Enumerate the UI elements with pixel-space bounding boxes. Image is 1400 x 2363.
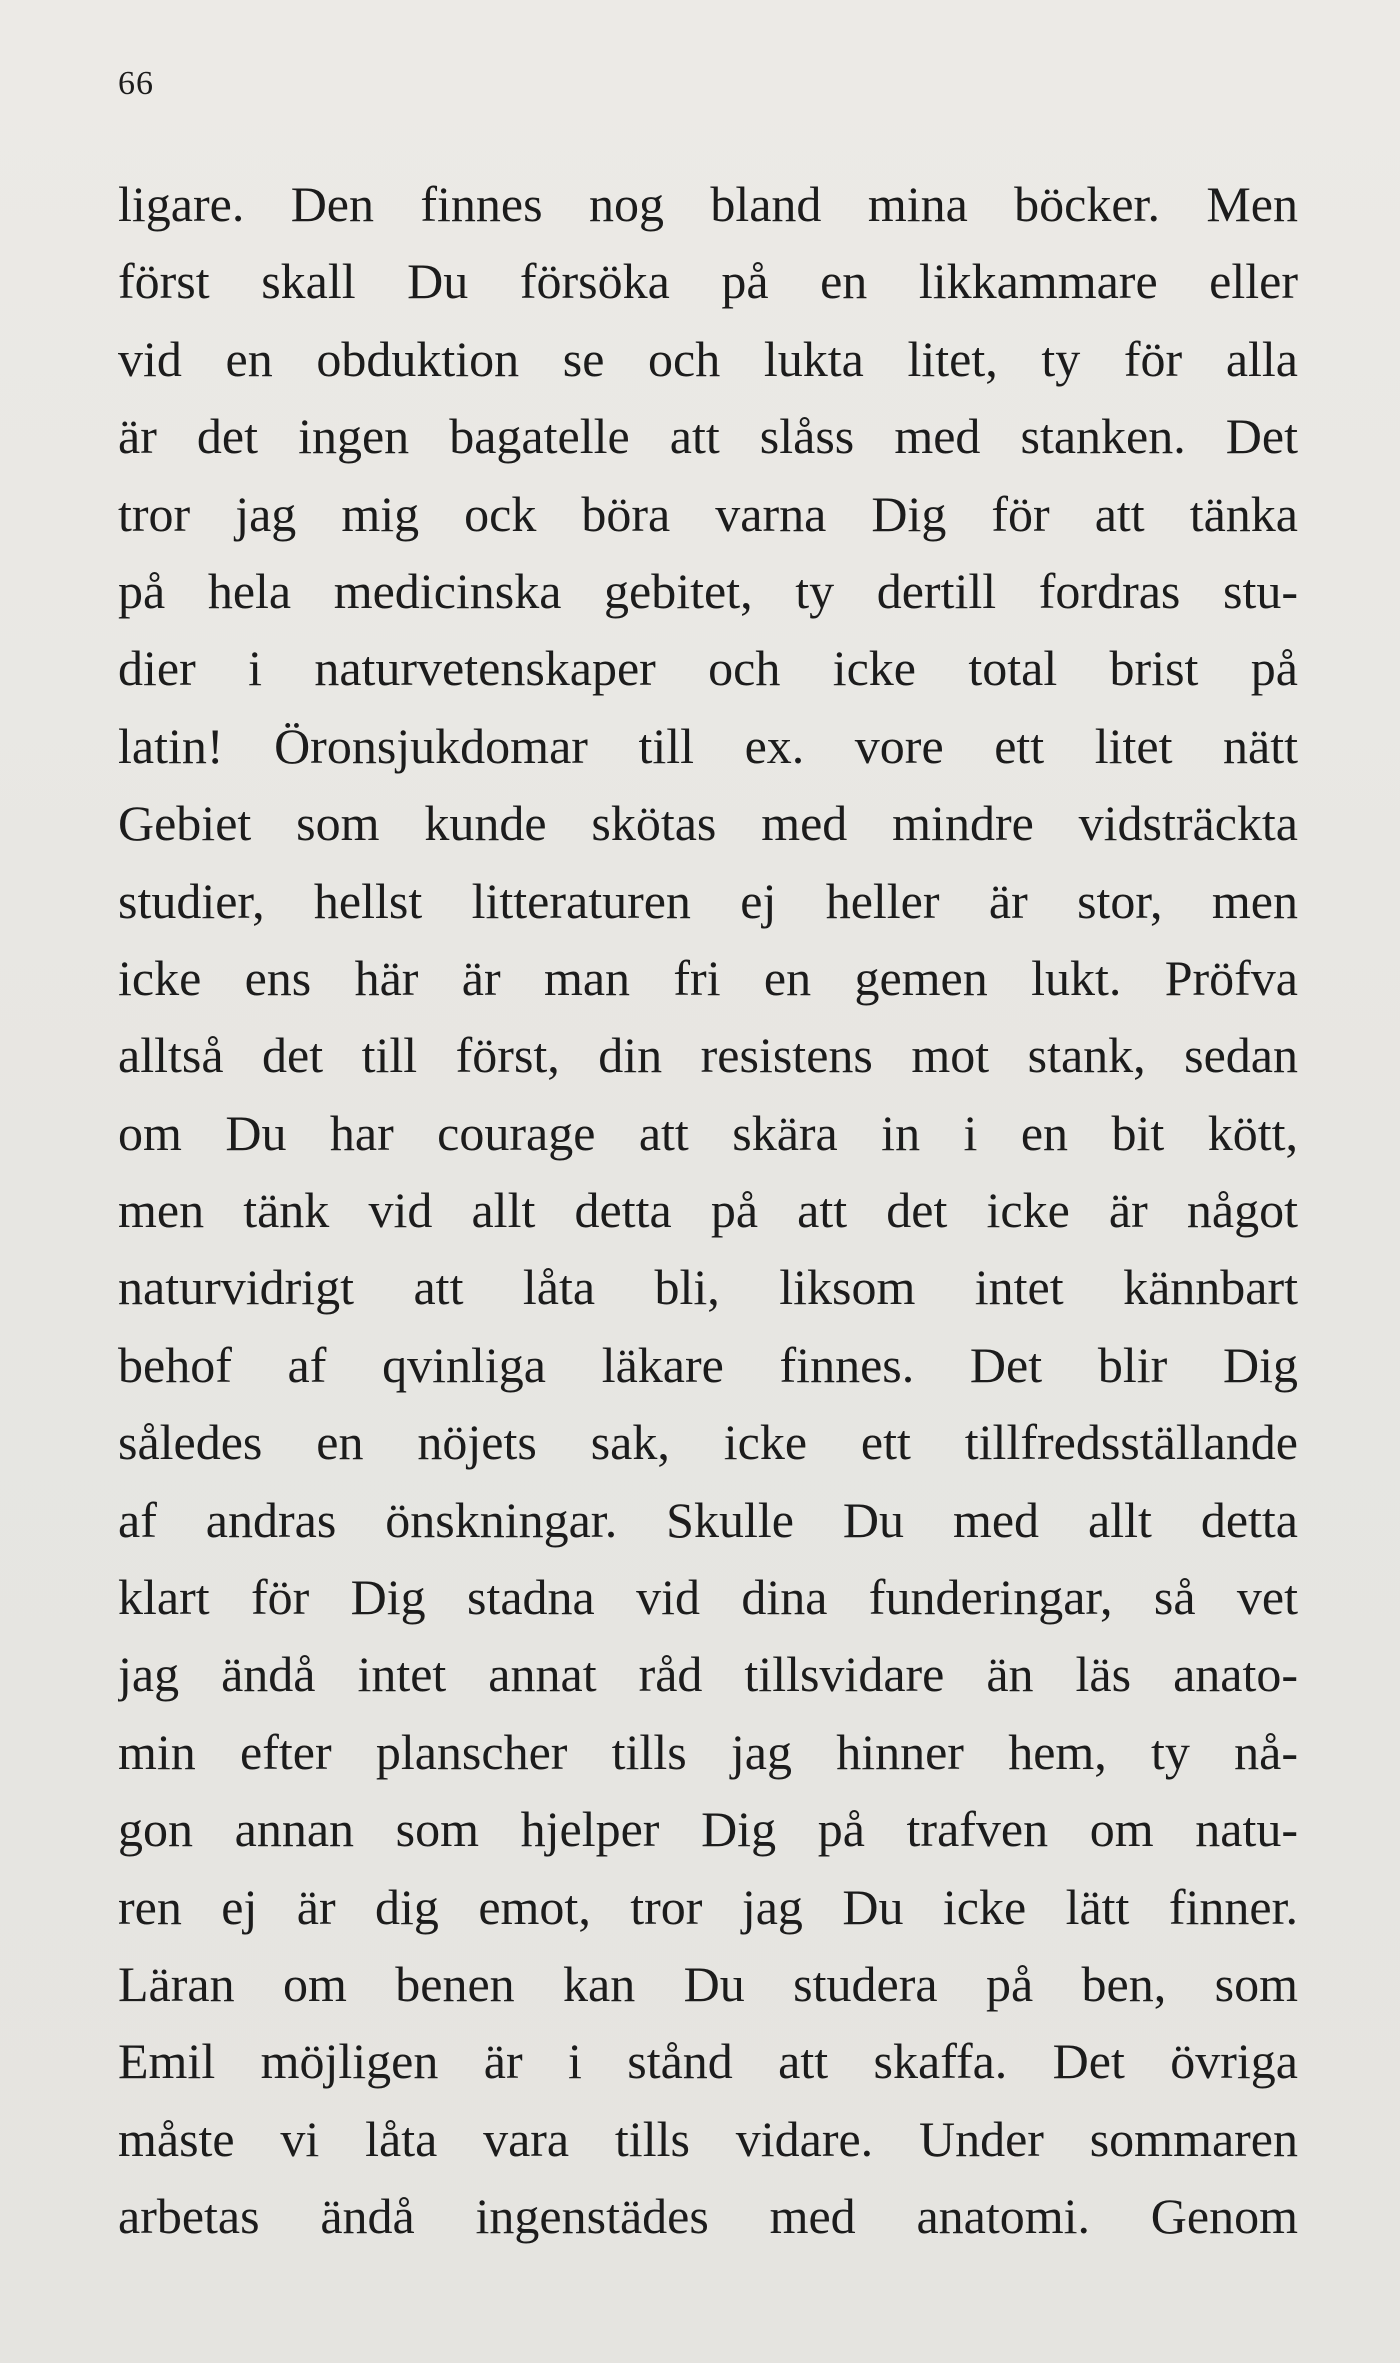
text-line: behof af qvinliga läkare finnes. Det blir Dig — [118, 1336, 1298, 1393]
text-line: Gebiet som kunde skötas med mindre vidsträckta — [118, 795, 1298, 852]
text-line: min efter planscher tills jag hinner hem, ty nå- — [118, 1723, 1298, 1780]
text-line: jag ändå intet annat råd tillsvidare än läs anato- — [118, 1646, 1298, 1703]
text-line: Emil möjligen är i stånd att skaffa. Det övriga — [118, 2033, 1298, 2090]
text-line: klart för Dig stadna vid dina funderingar, så vet — [118, 1569, 1298, 1626]
text-line: latin! Öronsjukdomar till ex. vore ett litet nätt — [118, 717, 1298, 774]
text-line: om Du har courage att skära in i en bit kött, — [118, 1104, 1298, 1161]
text-line: af andras önskningar. Skulle Du med allt detta — [118, 1491, 1298, 1548]
text-line: dier i naturvetenskaper och icke total brist på — [118, 640, 1298, 697]
text-line: vid en obduktion se och lukta litet, ty för alla — [118, 330, 1298, 387]
page-number: 66 — [118, 65, 154, 102]
text-line: gon annan som hjelper Dig på trafven om natu- — [118, 1801, 1298, 1858]
text-line: alltså det till först, din resistens mot stank, sedan — [118, 1027, 1298, 1084]
body-text — [118, 166, 1298, 2256]
text-line: Läran om benen kan Du studera på ben, som — [118, 1955, 1298, 2012]
text-line: studier, hellst litteraturen ej heller är stor, men — [118, 872, 1298, 929]
text-line: naturvidrigt att låta bli, liksom intet kännbart — [118, 1259, 1298, 1316]
text-line: på hela medicinska gebitet, ty dertill fordras stu- — [118, 562, 1298, 619]
text-line: tror jag mig ock böra varna Dig för att tänka — [118, 485, 1298, 542]
text-line: således en nöjets sak, icke ett tillfredsställande — [118, 1414, 1298, 1471]
text-line: ren ej är dig emot, tror jag Du icke lätt finner. — [118, 1878, 1298, 1935]
text-line: icke ens här är man fri en gemen lukt. Pröfva — [118, 949, 1298, 1006]
text-line: måste vi låta vara tills vidare. Under sommaren — [118, 2110, 1298, 2167]
text-line: är det ingen bagatelle att slåss med stanken. Det — [118, 408, 1298, 465]
text-line: först skall Du försöka på en likkammare eller — [118, 253, 1298, 310]
text-line: arbetas ändå ingenstädes med anatomi. Genom — [118, 2188, 1298, 2245]
text-line: ligare. Den finnes nog bland mina böcker. Men — [118, 176, 1298, 232]
text-line: men tänk vid allt detta på att det icke är något — [118, 1182, 1298, 1239]
